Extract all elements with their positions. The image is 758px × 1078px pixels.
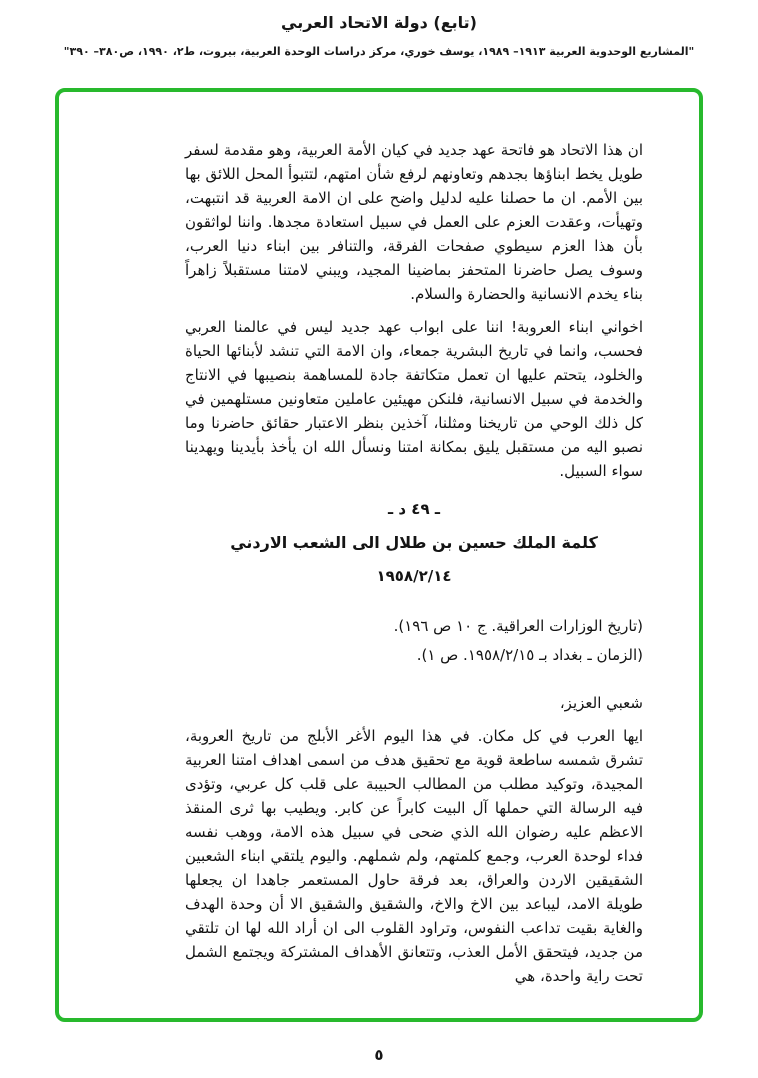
speech-date: ١٩٥٨/٢/١٤ xyxy=(376,567,452,585)
speech-title: كلمة الملك حسين بن طلال الى الشعب الاردني xyxy=(230,533,598,552)
green-frame xyxy=(55,88,703,1022)
paragraph-union-preamble: ان هذا الاتحاد هو فاتحة عهد جديد في كيان الأمة العربية، وهو مقدمة لسفر طويل يخط ابناؤها بجدهم وتعاونهم لرفع شأن امتهم، لتتبوأ المحل اللائق بها بين الأمم. ان ما حصلنا عليه لدليل واضح على ان الامة العربية قد انتبهت، وتهيأت، وعقدت العزم على العمل في سبيل استعادة مجدها. واننا لواثقون بأن هذا العزم سيطوي صفحات الفرقة، والتنافر بين ابناء دنيا العرب، وسوف يصل حاضرنا المتحفز بماضينا المجيد، ويبني لامتنا مستقبلاً زاهراً بناء يخدم الانسانية والحضارة والسلام. xyxy=(185,141,643,303)
bibliographic-citation: "المشاريع الوحدوية العربية ١٩١٣– ١٩٨٩، يوسف خوري، مركز دراسات الوحدة العربية، بيروت، ط٢، ١٩٩٠، ص٣٨٠– ٣٩٠" xyxy=(63,45,695,58)
source-reference-1: (تاريخ الوزارات العراقية. ج ١٠ ص ١٩٦). xyxy=(393,617,643,635)
page-footer xyxy=(0,1046,758,1064)
text-column xyxy=(185,138,643,997)
salutation: شعبي العزيز، xyxy=(559,694,643,712)
source-references xyxy=(185,614,643,667)
page-number: ٥ xyxy=(374,1046,384,1064)
paragraph-brothers-address: اخواني ابناء العروبة! اننا على ابواب عهد جديد ليس في عالمنا العربي فحسب، وانما في تاريخ البشرية جمعاء، وان الامة التي تنشد لأبنائها الحياة والخلود، يتحتم عليها ان تعمل متكاتفة جادة للمساهمة بنصيبها في الانتاج والخدمة في سبيل الانسانية، فلنكن مهيئين عاملين متعاونين مستلهمين في كل ذلك الوحي من تاريخنا ومثلنا، آخذين بنظر الاعتبار حقائق حاضرنا وما نصبو اليه من مستقبل يليق بمكانة امتنا ونسأل الله ان يأخذ بأيدينا ويهدينا سواء السبيل. xyxy=(185,318,643,480)
source-reference-2: (الزمان ـ بغداد بـ ١٩٥٨/٢/١٥. ص ١). xyxy=(416,646,643,664)
paragraph-speech-body: ايها العرب في كل مكان. في هذا اليوم الأغر الأبلج من تاريخ العروبة، تشرق شمسه ساطعة قوية مع تحقيق هدف من اسمى اهداف امتنا العربية المجيدة، وتوكيد مطلب من المطالب الحبيبة على قلب كل عربي، وتؤدى فيه الرسالة التي حملها آل البيت كابراً عن كابر. ويطيب بها ثرى المنقذ الاعظم عليه رضوان الله الذي ضحى في سبيل هذه الامة، ووهب نفسه فداء لوحدة العرب، وجمع كلمتهم، ولم شملهم. واليوم يلتقي ابناء الشعبين الشقيقين الاردن والعراق، بعد فرقة حاول المستعمر جاهدا ان يجعلها طويلة الامد، ليباعد بين الاخ والاخ، والشقيق والشقيق الا أن وحدة الهدف والغاية بقيت تداعب النفوس، وتراود القلوب الى ان أراد الله لها ان تلتقي من جديد، فيتحقق الأمل العذب، وتتعانق الأهداف المشتركة ويجتمع الشمل تحت راية واحدة، هي xyxy=(185,727,643,985)
document-title: (تابع) دولة الاتحاد العربي xyxy=(281,13,477,32)
page-header xyxy=(0,0,758,58)
section-number: ـ ٤٩ د ـ xyxy=(388,500,440,518)
